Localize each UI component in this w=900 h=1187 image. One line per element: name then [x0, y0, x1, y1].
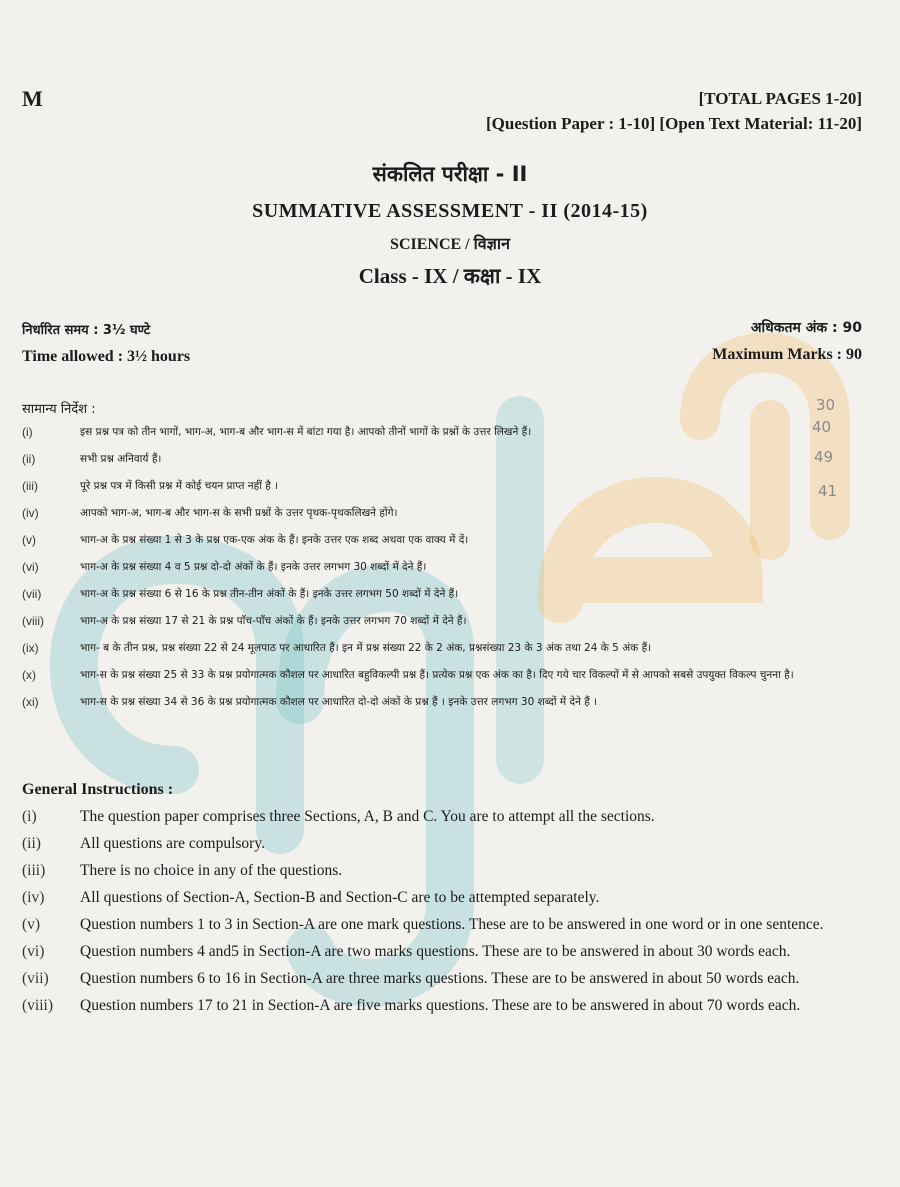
item-text: All questions are compulsory.	[80, 835, 265, 852]
list-item	[22, 613, 867, 630]
list-item	[22, 914, 867, 936]
list-item	[22, 995, 867, 1017]
item-text: The question paper comprises three Sections, A, B and C. You are to attempt all the sections.	[80, 808, 655, 825]
item-number: (x)	[22, 668, 36, 682]
list-item	[22, 586, 867, 603]
item-number: (vii)	[22, 587, 42, 601]
item-number: (i)	[22, 808, 37, 825]
item-number: (v)	[22, 533, 36, 547]
list-item	[22, 640, 867, 657]
time-allowed-english: Time allowed : 3½ hours	[22, 348, 191, 365]
item-number: (v)	[22, 916, 41, 933]
total-pages: [TOTAL PAGES 1-20]	[698, 89, 862, 108]
hindi-instructions-list	[22, 424, 867, 721]
time-allowed-hindi: निर्धारित समय : 3½ घण्टे	[22, 323, 151, 338]
item-text: आपको भाग-अ, भाग-ब और भाग-स के सभी प्रश्नों के उत्तर पृथक-पृथकलिखने होंगे।	[80, 507, 398, 519]
item-text: भाग-स के प्रश्न संख्या 34 से 36 के प्रश्न प्रयोगात्मक कौशल पर आधारित दो-दो अंकों के प्रश्न हैं । इनके उत्तर लगभग 30 शब्दों में देने हैं ।	[80, 696, 598, 708]
item-number: (ix)	[22, 641, 39, 655]
list-item	[22, 887, 867, 909]
item-text: इस प्रश्न पत्र को तीन भागों, भाग-अ, भाग-ब और भाग-स में बांटा गया है। आपको तीनों भागों के प्रश्नों के उत्तर लिखने हैं।	[80, 426, 532, 438]
item-text: सभी प्रश्न अनिवार्य हैं।	[80, 453, 162, 465]
item-text: भाग-अ के प्रश्न संख्या 1 से 3 के प्रश्न एक-एक अंक के हैं। इनके उत्तर एक शब्द अथवा एक वाक्य में दें।	[80, 534, 469, 546]
list-item	[22, 478, 867, 495]
item-number: (iii)	[22, 862, 46, 879]
paper-material-range: [Question Paper : 1-10] [Open Text Material: 11-20]	[485, 114, 862, 133]
item-text: Question numbers 1 to 3 in Section-A are one mark questions. These are to be answered in one word or in one sentence.	[80, 916, 824, 933]
max-marks-hindi: अधिकतम अंक : 90	[750, 320, 862, 336]
item-number: (iv)	[22, 506, 39, 520]
list-item	[22, 968, 867, 990]
item-number: (xi)	[22, 695, 39, 709]
item-number: (ii)	[22, 835, 41, 852]
list-item	[22, 860, 867, 882]
list-item	[22, 833, 867, 855]
handwritten-note: 30	[816, 396, 836, 414]
title-hindi: संकलित परीक्षा - II	[372, 162, 528, 186]
paper-code: M	[22, 86, 42, 111]
handwritten-note: 49	[814, 448, 834, 466]
general-instructions-heading: General Instructions :	[22, 781, 174, 798]
list-item	[22, 941, 867, 963]
item-text: Question numbers 17 to 21 in Section-A are five marks questions. These are to be answered in about 70 words each.	[80, 997, 801, 1014]
item-text: There is no choice in any of the questions.	[80, 862, 343, 879]
list-item	[22, 667, 867, 684]
item-number: (vi)	[22, 943, 45, 960]
item-number: (vii)	[22, 970, 49, 987]
class-title: Class - IX / कक्षा - IX	[358, 264, 542, 288]
list-item	[22, 559, 867, 576]
item-number: (iv)	[22, 889, 45, 906]
hindi-instructions-heading: सामान्य निर्देश :	[22, 402, 96, 417]
item-text: भाग-अ के प्रश्न संख्या 17 से 21 के प्रश्न पाँच-पाँच अंकों के हैं। इनके उत्तर लगभग 70 शब्दों में देने हैं।	[80, 615, 467, 627]
item-number: (vi)	[22, 560, 39, 574]
list-item	[22, 424, 867, 441]
item-text: Question numbers 6 to 16 in Section-A are three marks questions. These are to be answered in about 50 words each.	[80, 970, 800, 987]
handwritten-note: 41	[818, 482, 838, 500]
page-info	[486, 86, 862, 136]
item-number: (iii)	[22, 479, 38, 493]
subject-title: SCIENCE / विज्ञान	[390, 236, 510, 253]
item-number: (i)	[22, 425, 33, 439]
item-number: (ii)	[22, 452, 36, 466]
general-instructions-list	[22, 806, 867, 1022]
item-number: (viii)	[22, 997, 53, 1014]
list-item	[22, 806, 867, 828]
list-item	[22, 532, 867, 549]
title-english: SUMMATIVE ASSESSMENT - II (2014-15)	[252, 200, 648, 222]
item-text: भाग- ब के तीन प्रश्न, प्रश्न संख्या 22 से 24 मूलपाठ पर आधारित हैं। इन में प्रश्न संख्या 22 के 2 अंक, प्रश्नसंख्या 23 के 3 अंक तथा 24 के 5 अंक हैं।	[80, 642, 652, 654]
item-text: All questions of Section-A, Section-B and Section-C are to be attempted separately.	[80, 889, 600, 906]
item-text: भाग-अ के प्रश्न संख्या 6 से 16 के प्रश्न तीन-तीन अंकों के हैं। इनके उत्तर लगभग 50 शब्दों में देने हैं।	[80, 588, 459, 600]
list-item	[22, 505, 867, 522]
max-marks-english: Maximum Marks : 90	[712, 346, 862, 363]
list-item	[22, 694, 867, 711]
item-text: पूरे प्रश्न पत्र में किसी प्रश्न में कोई चयन प्राप्त नहीं है ।	[80, 480, 279, 492]
item-text: भाग-अ के प्रश्न संख्या 4 व 5 प्रश्न दो-दो अंकों के हैं। इनके उत्तर लगभग 30 शब्दों में देने हैं।	[80, 561, 427, 573]
item-text: Question numbers 4 and5 in Section-A are two marks questions. These are to be answered in about 30 words each.	[80, 943, 791, 960]
handwritten-note: 40	[812, 418, 832, 436]
item-number: (viii)	[22, 614, 44, 628]
item-text: भाग-स के प्रश्न संख्या 25 से 33 के प्रश्न प्रयोगात्मक कौशल पर आधारित बहुविकल्पी प्रश्न हैं। प्रत्येक प्रश्न एक अंक का है। दिए गये चार विकल्पों में से आपको सबसे उपयुक्त विकल्प चुनना है।	[80, 669, 794, 681]
list-item	[22, 451, 867, 468]
